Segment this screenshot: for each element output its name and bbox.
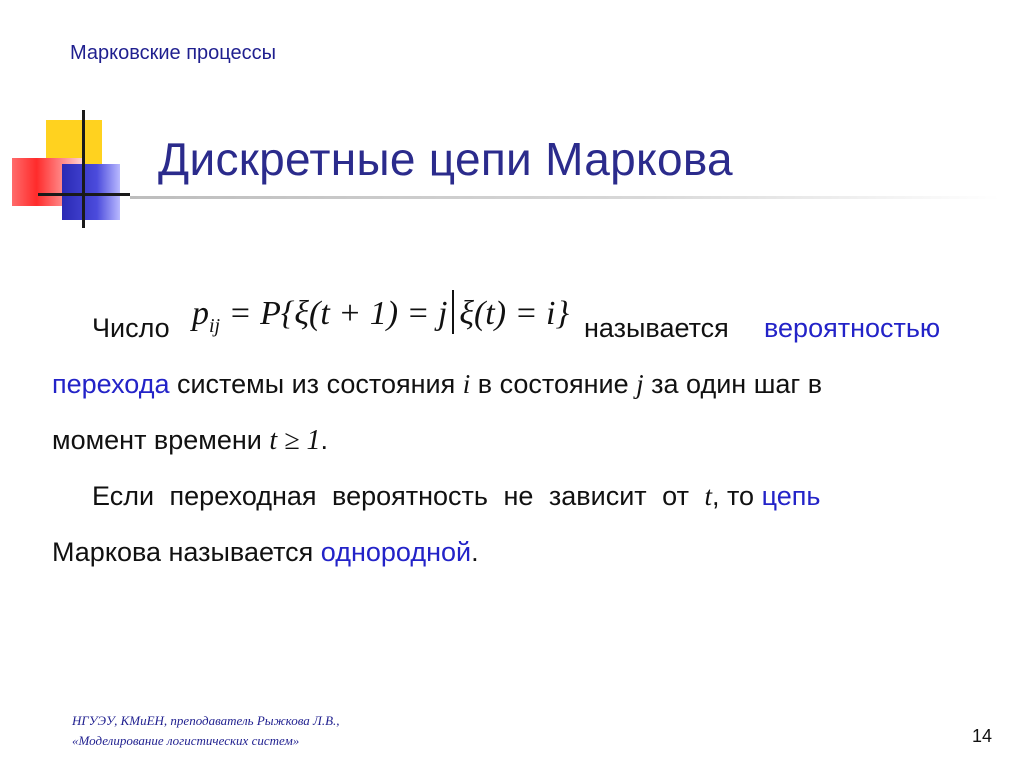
- paragraph1-line2: [52, 356, 964, 412]
- page-number: 14: [972, 726, 993, 746]
- text-after-formula: называется: [584, 313, 729, 343]
- vertical-line-decoration: [82, 110, 85, 228]
- footer: [72, 711, 340, 751]
- text-line3-a: момент времени: [52, 425, 270, 455]
- text-line2-a: системы из состояния: [169, 369, 463, 399]
- horizontal-line-decoration: [38, 193, 130, 196]
- text-line2-c: за один шаг в: [643, 369, 823, 399]
- slide-body: [52, 295, 964, 580]
- time-condition: t ≥ 1: [269, 425, 321, 456]
- paragraph1-line3: [52, 412, 964, 468]
- var-i: i: [462, 369, 471, 399]
- formula-lhs: p: [192, 295, 209, 332]
- text-p2-d: .: [471, 537, 479, 567]
- slide-title: Дискретные цепи Маркова: [158, 133, 733, 185]
- var-j: j: [636, 369, 644, 399]
- text-line2-b: в состояние: [470, 369, 637, 399]
- formula-lhs-subscript: ij: [209, 314, 221, 337]
- blue-square-decoration: [62, 164, 120, 220]
- term-homogeneous: однородной: [320, 537, 472, 567]
- word-chislo: Число: [92, 313, 170, 343]
- footer-author: НГУЭУ, КМиЕН, преподаватель Рыжкова Л.В.,: [72, 713, 340, 728]
- title-underline: [130, 196, 1000, 199]
- formula-rhs: ξ(t) = i}: [459, 295, 570, 332]
- conditional-bar: [452, 290, 454, 334]
- text-p2-b: , то: [711, 481, 762, 511]
- term-probability: вероятностью: [764, 313, 941, 343]
- text-line3-b: .: [320, 425, 329, 455]
- formula-middle: = P{ξ(t + 1) = j: [220, 295, 448, 332]
- paragraph1-line1: [52, 295, 964, 356]
- term-transition: перехода: [52, 369, 170, 399]
- paragraph2-line1: [52, 468, 964, 524]
- term-chain: цепь: [761, 481, 821, 511]
- footer-course: «Моделирование логистических систем»: [72, 733, 300, 748]
- var-t: t: [704, 481, 712, 511]
- text-p2-c: Маркова называется: [52, 537, 321, 567]
- paragraph2-line2: [52, 524, 964, 580]
- section-label: Марковские процессы: [70, 42, 277, 64]
- transition-probability-formula: [192, 286, 569, 354]
- text-p2-a: Если переходная вероятность не зависит от: [92, 481, 705, 511]
- decorative-logo: [0, 0, 1024, 240]
